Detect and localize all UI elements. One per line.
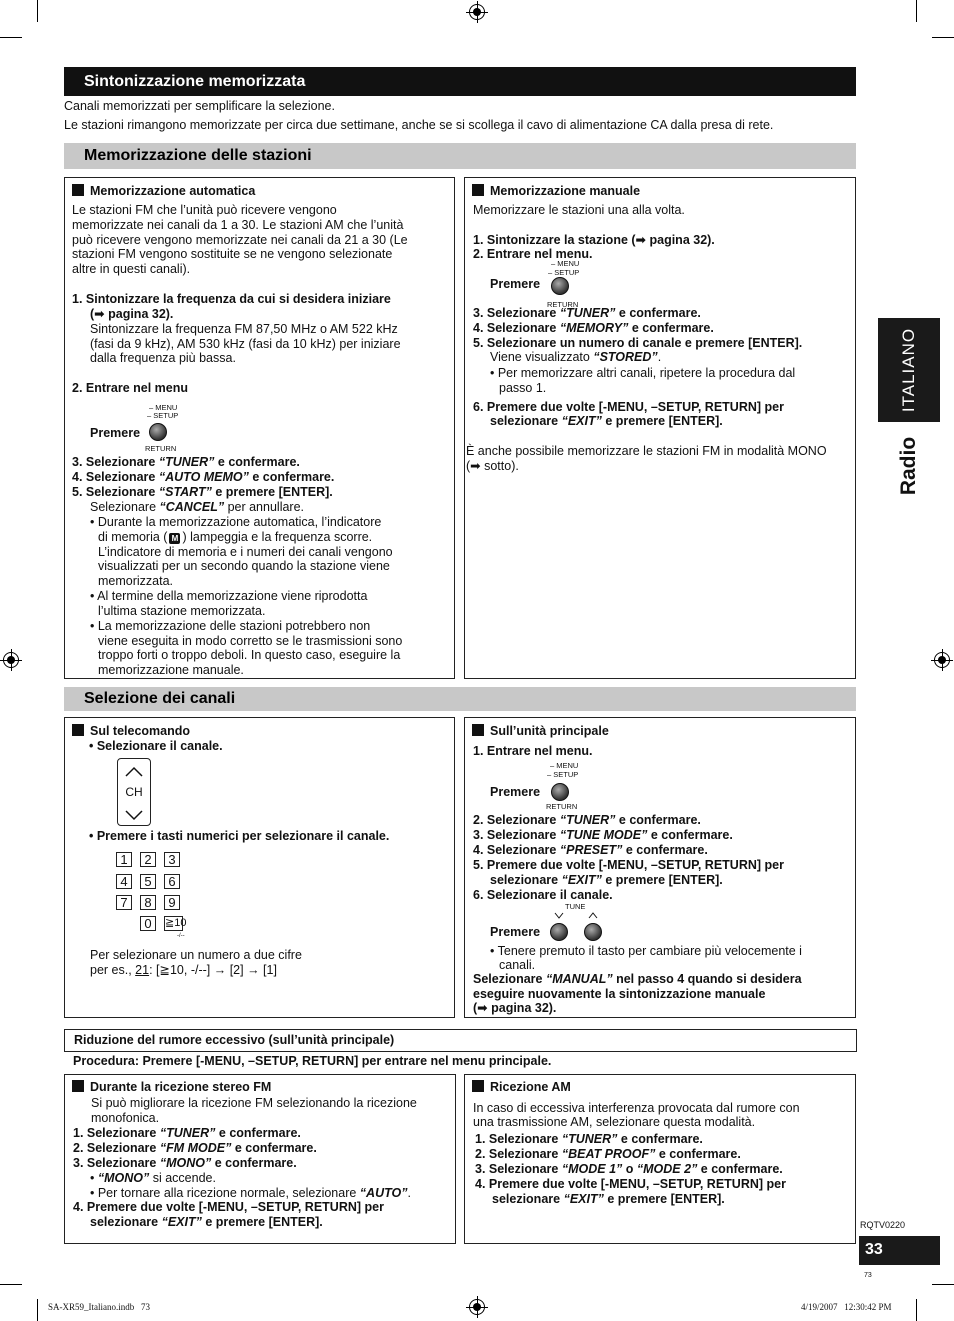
chevron-down-icon[interactable]: [124, 809, 144, 821]
step-1: 1. Sintonizzare la frequenza da cui si desidera iniziare: [72, 292, 391, 306]
setup-label: – SETUP: [548, 268, 580, 277]
intro-line: Le stazioni rimangono memorizzate per circa due settimane, anche se si scollega il cavo di alimentazione CA dalla presa di rete.: [64, 118, 774, 132]
file-name: SA-XR59_Italiano.indb 73: [48, 1302, 150, 1312]
note-line: viene eseguita in modo corretto se le trasmissioni sono: [98, 634, 403, 648]
manual-note: eseguire nuovamente la sintonizzazione manuale: [473, 987, 766, 1001]
note-line: visualizzati per un secondo quando la stazione viene: [98, 559, 390, 573]
small-page: 73: [864, 1272, 872, 1279]
square-bullet-icon: [72, 724, 84, 736]
step-4: 4. Selezionare “MEMORY” e confermare.: [473, 321, 714, 335]
intro-line: Memorizzare le stazioni una alla volta.: [473, 203, 685, 217]
num-key-7[interactable]: 7: [116, 895, 132, 910]
num-key-10-plus[interactable]: ≧10: [165, 917, 187, 929]
step-5: 5. Premere due volte [-MENU, –SETUP, RETURN] per: [473, 858, 784, 872]
step-4: 4. Selezionare “PRESET” e confermare.: [473, 843, 708, 857]
step-1: 1. Selezionare “TUNER” e confermare.: [73, 1126, 301, 1140]
num-key-1[interactable]: 1: [116, 852, 132, 867]
press-label: Premere: [490, 925, 541, 939]
note-line: di memoria ( M ) lampeggia e la frequenza scorre.: [98, 530, 373, 544]
step-4-cont: selezionare “EXIT” e premere [ENTER].: [492, 1192, 725, 1206]
section-title-stored-tuning: [64, 67, 856, 96]
key-sub-label: -/--: [177, 933, 185, 939]
menu-label: – MENU: [149, 403, 178, 412]
heading-text: Memorizzazione automatica: [90, 184, 256, 198]
step-1: 1. Selezionare “TUNER” e confermare.: [475, 1132, 703, 1146]
main-unit-heading: [472, 724, 609, 739]
note-line: • Durante la memorizzazione automatica, l’indicatore: [90, 515, 382, 529]
am-box: [464, 1074, 856, 1244]
tune-down-button[interactable]: [550, 923, 568, 941]
registration-mark-icon: [469, 1299, 485, 1315]
setup-label: – SETUP: [547, 770, 579, 779]
crop-mark: [932, 1284, 954, 1285]
step-5-cont: selezionare “EXIT” e premere [ENTER].: [490, 873, 723, 887]
intro-line: Canali memorizzati per semplificare la selezione.: [64, 99, 335, 113]
crop-mark: [932, 37, 954, 38]
section-title-channels: [64, 687, 856, 711]
registration-mark-icon: [934, 652, 950, 668]
crop-mark: [0, 1284, 22, 1285]
ch-button[interactable]: [117, 758, 151, 826]
note-line: memorizzazione manuale.: [98, 663, 244, 677]
menu-button-icon[interactable]: [149, 423, 167, 441]
section-title-text: Selezione dei canali: [84, 690, 236, 707]
step-2: 2. Selezionare “TUNER” e confermare.: [473, 813, 701, 827]
note-line: • Per memorizzare altri canali, ripetere la procedura dal: [490, 366, 796, 380]
note-line: troppo forti o troppo deboli. In questo caso, eseguire la: [98, 648, 401, 662]
step-4: 4. Selezionare “AUTO MEMO” e confermare.: [72, 470, 335, 484]
step-3: 3. Selezionare “MODE 1” o “MODE 2” e confermare.: [475, 1162, 783, 1176]
auto-memory-box: [64, 177, 455, 679]
num-key-0[interactable]: 0: [140, 916, 156, 931]
return-label: RETURN: [145, 444, 177, 453]
num-key-3[interactable]: 3: [164, 852, 180, 867]
note-line: L’indicatore di memoria e i numeri dei canali vengono: [98, 545, 393, 559]
crop-mark: [916, 1299, 917, 1321]
press-label: Premere: [490, 785, 541, 799]
tune-up-button[interactable]: [584, 923, 602, 941]
step-4-cont: selezionare “EXIT” e premere [ENTER].: [90, 1215, 323, 1229]
doc-code: RQTV0220: [860, 1220, 906, 1230]
square-bullet-icon: [72, 184, 84, 196]
tune-down-icon: [554, 912, 564, 919]
auto-memory-heading: [72, 184, 255, 199]
square-bullet-icon: [72, 1080, 84, 1092]
step-2: 2. Entrare nel menu.: [473, 247, 593, 261]
mono-note: (➡ sotto).: [466, 459, 519, 473]
fm-stereo-box: [64, 1074, 456, 1244]
note-line: • “MONO” si accende.: [90, 1171, 216, 1185]
bullet: • Premere i tasti numerici per selezionare il canale.: [89, 829, 390, 843]
manual-memory-box: [464, 177, 856, 679]
two-digit-example: per es., 21: [≧10, -/--] → [2] → [1]: [90, 963, 277, 977]
registration-mark-icon: [469, 4, 485, 20]
heading-text: Durante la ricezione stereo FM: [90, 1080, 272, 1094]
note-line: passo 1.: [499, 381, 547, 395]
num-key-4[interactable]: 4: [116, 874, 132, 889]
step-4: 4. Premere due volte [-MENU, –SETUP, RETURN] per: [73, 1200, 384, 1214]
bullet: • Selezionare il canale.: [89, 739, 223, 753]
intro-line: può ricevere vengono memorizzate nei canali da 21 a 30 (Le: [72, 233, 408, 247]
square-bullet-icon: [472, 724, 484, 736]
cancel-note: Selezionare “CANCEL” per annullare.: [90, 500, 305, 514]
noise-title: Riduzione del rumore eccessivo (sull’unità principale): [74, 1033, 395, 1047]
note-line: memorizzata.: [98, 574, 174, 588]
intro-line: In caso di eccessiva interferenza provocata dal rumore con: [473, 1101, 800, 1115]
manual-note: Selezionare “MANUAL” nel passo 4 quando si desidera: [473, 972, 802, 986]
crop-mark: [37, 1299, 38, 1321]
setup-label: – SETUP: [147, 411, 179, 420]
num-key-9[interactable]: 9: [164, 895, 180, 910]
intro-line: monofonica.: [91, 1111, 160, 1125]
return-label: RETURN: [547, 300, 579, 309]
menu-button-icon[interactable]: [551, 277, 569, 295]
return-label: RETURN: [546, 802, 578, 811]
ch-label: CH: [125, 785, 143, 799]
page-number: [859, 1236, 940, 1265]
menu-label: – MENU: [550, 761, 579, 770]
note-line: l’ultima stazione memorizzata.: [98, 604, 266, 618]
note-line: • Al termine della memorizzazione viene riprodotta: [90, 589, 368, 603]
crop-mark: [0, 37, 22, 38]
step-2: 2. Selezionare “BEAT PROOF” e confermare.: [475, 1147, 741, 1161]
memory-indicator-icon: M: [169, 533, 180, 544]
heading-text: Sull’unità principale: [490, 724, 609, 738]
square-bullet-icon: [472, 184, 484, 196]
manual-note: (➡ pagina 32).: [473, 1001, 557, 1015]
page-number-text: 33: [865, 1241, 883, 1258]
step-detail: (fasi da 9 kHz), AM 530 kHz (fasi da 10 kHz) per iniziare: [90, 337, 401, 351]
step-detail: Sintonizzare la frequenza FM 87,50 MHz o AM 522 kHz: [90, 322, 398, 336]
mono-note: È anche possibile memorizzare le stazioni FM in modalità MONO: [466, 444, 827, 458]
intro-line: Le stazioni FM che l’unità può ricevere vengono: [72, 203, 337, 217]
step-6: 6. Selezionare il canale.: [473, 888, 613, 902]
menu-button-icon[interactable]: [551, 783, 569, 801]
section-title-memorize: [64, 143, 856, 169]
noise-procedure: Procedura: Premere [-MENU, –SETUP, RETURN] per entrare nel menu principale.: [73, 1054, 552, 1068]
num-key-6[interactable]: 6: [164, 874, 180, 889]
fm-heading: [72, 1080, 271, 1095]
step-detail: dalla frequenza più bassa.: [90, 351, 236, 365]
num-key-2[interactable]: 2: [140, 852, 156, 867]
print-date: 4/19/2007 12:30:42 PM: [801, 1302, 892, 1312]
tune-up-icon: [588, 912, 598, 919]
intro-line: memorizzate nei canali da 1 a 30. Le stazioni AM che l’unità: [72, 218, 404, 232]
num-key-8[interactable]: 8: [140, 895, 156, 910]
language-tab: [878, 318, 940, 422]
intro-line: altre in questi canali).: [72, 262, 191, 276]
main-unit-box: [464, 717, 856, 1018]
section-title-text: Memorizzazione delle stazioni: [84, 147, 312, 164]
step-3: 3. Selezionare “TUNE MODE” e confermare.: [473, 828, 733, 842]
step-1: 1. Entrare nel menu.: [473, 744, 593, 758]
registration-mark-icon: [3, 652, 19, 668]
step-2: 2. Selezionare “FM MODE” e confermare.: [73, 1141, 317, 1155]
step-5-detail: Viene visualizzato “STORED”.: [490, 350, 662, 364]
square-bullet-icon: [472, 1080, 484, 1092]
step-6: 6. Premere due volte [-MENU, –SETUP, RETURN] per: [473, 400, 784, 414]
language-label: ITALIANO: [899, 327, 918, 413]
two-digit-note: Per selezionare un numero a due cifre: [90, 948, 302, 962]
step-3: 3. Selezionare “TUNER” e confermare.: [72, 455, 300, 469]
step-1-ref: (➡ pagina 32).: [90, 307, 174, 321]
chapter-label: Radio: [897, 436, 920, 496]
manual-memory-heading: [472, 184, 640, 199]
crop-mark: [916, 0, 917, 22]
press-label: Premere: [490, 277, 541, 291]
chevron-up-icon[interactable]: [124, 766, 144, 778]
num-key-5[interactable]: 5: [140, 874, 156, 889]
noise-title-box: [64, 1029, 857, 1052]
intro-line: una trasmissione AM, selezionare questa modalità.: [473, 1115, 756, 1129]
heading-text: Sul telecomando: [90, 724, 191, 738]
press-label: Premere: [90, 426, 141, 440]
step-3: 3. Selezionare “MONO” e confermare.: [73, 1156, 297, 1170]
step-2: 2. Entrare nel menu: [72, 381, 189, 395]
intro-line: stazioni FM vengono sostituite se ne vengono selezionate: [72, 247, 393, 261]
tune-label: TUNE: [565, 902, 586, 911]
remote-box: [64, 717, 455, 1018]
heading-text: Ricezione AM: [490, 1080, 571, 1094]
menu-label: – MENU: [551, 259, 580, 268]
step-5: 5. Selezionare “START” e premere [ENTER].: [72, 485, 333, 499]
remote-heading: [72, 724, 190, 739]
note-line: canali.: [499, 958, 536, 972]
step-3: 3. Selezionare “TUNER” e confermare.: [473, 306, 701, 320]
section-title-text: Sintonizzazione memorizzata: [84, 72, 306, 90]
step-1: 1. Sintonizzare la stazione (➡ pagina 32).: [473, 233, 715, 247]
note-line: • Tenere premuto il tasto per cambiare più velocemente i: [490, 944, 802, 958]
step-6-cont: selezionare “EXIT” e premere [ENTER].: [490, 414, 723, 428]
intro-line: Si può migliorare la ricezione FM selezionando la ricezione: [91, 1096, 417, 1110]
crop-mark: [37, 0, 38, 22]
step-4: 4. Premere due volte [-MENU, –SETUP, RETURN] per: [475, 1177, 786, 1191]
heading-text: Memorizzazione manuale: [490, 184, 641, 198]
note-line: • Per tornare alla ricezione normale, selezionare “AUTO”.: [90, 1186, 411, 1200]
note-line: • La memorizzazione delle stazioni potrebbero non: [90, 619, 371, 633]
step-5: 5. Selezionare un numero di canale e premere [ENTER].: [473, 336, 803, 350]
am-heading: [472, 1080, 571, 1095]
